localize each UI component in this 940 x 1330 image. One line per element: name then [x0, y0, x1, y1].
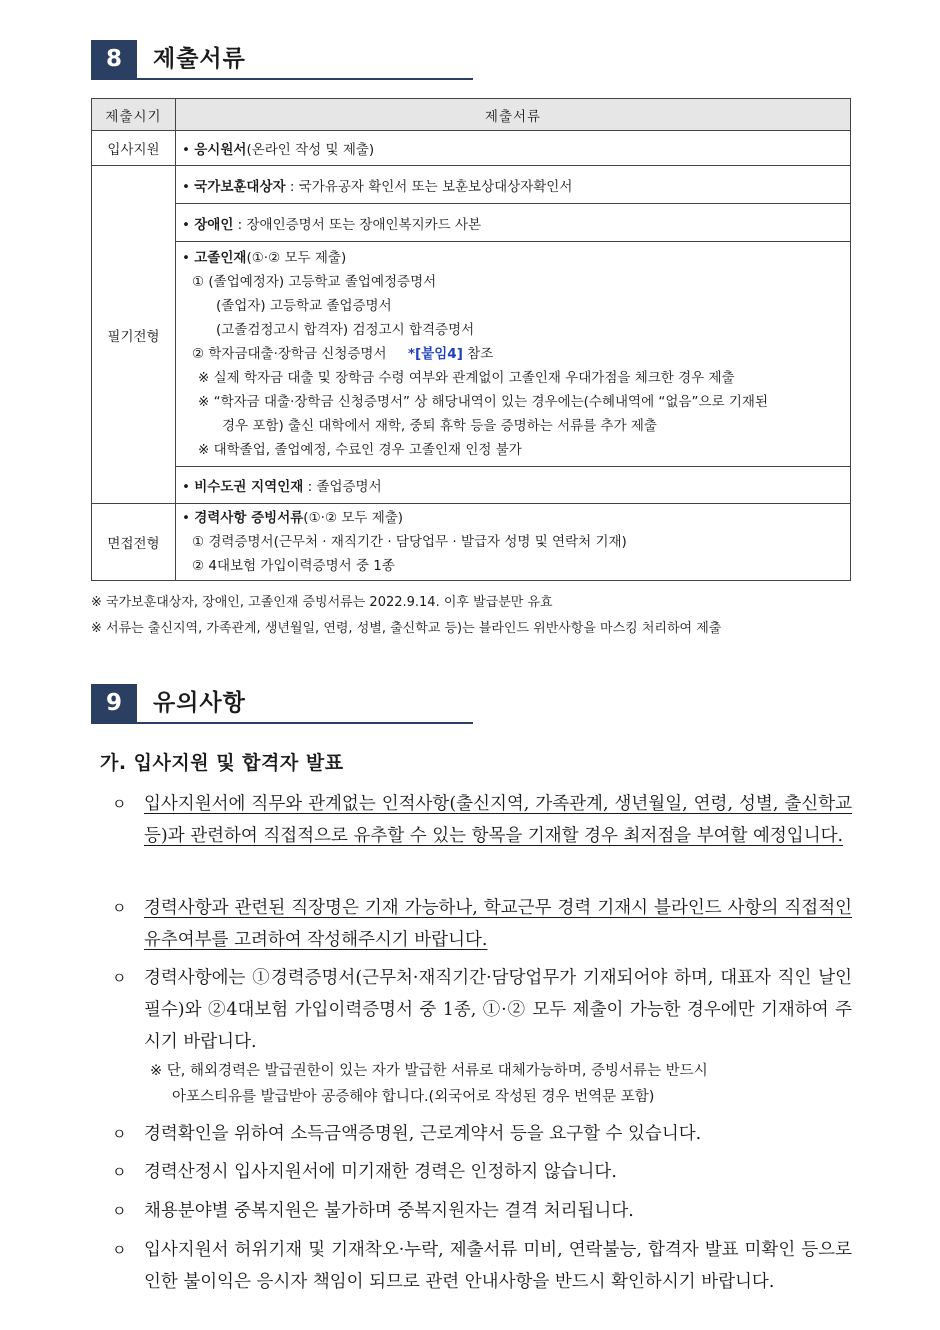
bullet: ㅇ: [112, 899, 127, 917]
doc-text: : 장애인증명서 또는 장애인복지카드 사본: [233, 216, 482, 233]
bullet: •: [182, 479, 190, 495]
item-subnote: [150, 1058, 852, 1110]
doc-line: 참조: [462, 346, 494, 362]
note-line: ※ 국가보훈대상자, 장애인, 고졸인재 증빙서류는 2022.9.14. 이후 발급분만 유효: [91, 595, 553, 610]
documents-cell: [176, 504, 851, 581]
doc-line: ① 경력증명서(근무처 · 재직기간 · 담당업무 · 발급자 성명 및 연락처 기재): [192, 534, 627, 550]
doc-text: : 국가유공자 확인서 또는 보훈보상대상자확인서: [285, 178, 573, 195]
doc-note: 경우 포함) 출신 대학에서 재학, 중퇴 휴학 등을 증명하는 서류를 추가 제출: [222, 418, 657, 434]
attachment-reference: *[붙임4]: [407, 346, 463, 362]
list-item: [112, 1195, 852, 1227]
documents-table: [91, 98, 851, 581]
doc-title: 고졸인재: [194, 250, 247, 266]
list-item: [112, 892, 852, 956]
list-item: [112, 1234, 852, 1298]
doc-title: 국가보훈대상자: [194, 178, 286, 195]
doc-title: 비수도권 지역인재: [194, 479, 304, 495]
doc-line: ② 학자금대출·장학금 신청증명서: [192, 346, 387, 362]
item-text: 입사지원서 허위기재 및 기재착오·누락, 제출서류 미비, 연락불능, 합격자 발표 미확인 등으로 인한 불이익은 응시자 책임이 되므로 관련 안내사항을 반드시 확인하시기 바랍니다.: [144, 1240, 852, 1292]
list-item: [112, 788, 852, 852]
doc-line: (졸업자) 고등학교 졸업증명서: [216, 298, 392, 314]
bullet: •: [182, 510, 190, 526]
table-row: [92, 166, 851, 204]
item-text: 경력확인을 위하여 소득금액증명원, 근로계약서 등을 요구할 수 있습니다.: [144, 1124, 702, 1144]
subheading: 가. 입사지원 및 합격자 발표: [100, 752, 344, 774]
bullet: •: [182, 216, 190, 233]
documents-cell: [176, 204, 851, 242]
table-header-row: [92, 99, 851, 131]
stage-cell: 면접전형: [92, 504, 176, 581]
section-title: 유의사항: [153, 690, 246, 716]
table-notes: [91, 590, 721, 642]
doc-note: ※ 실제 학자금 대출 및 장학금 수령 여부와 관계없이 고졸인재 우대가점을 체크한 경우 제출: [198, 370, 735, 386]
list-item: [112, 1156, 852, 1188]
doc-text: (①·② 모두 제출): [246, 250, 347, 266]
documents-cell: [176, 131, 851, 166]
header-documents: 제출서류: [176, 99, 851, 131]
section-number: 9: [91, 684, 137, 722]
section-underline: [91, 722, 473, 724]
doc-text: : 졸업증명서: [303, 479, 382, 495]
stage-cell: 필기전형: [92, 166, 176, 504]
item-text: 경력사항에는 ①경력증명서(근무처·재직기간·담당업무가 기재되어야 하며, 대표자 직인 날인 필수)와 ②4대보험 가입이력증명서 중 1종, ①·② 모두 제출이 가능한 경우에만 기재하여 주시기 바랍니다.: [144, 968, 852, 1052]
list-item: [112, 962, 852, 1110]
list-item: [112, 1118, 852, 1150]
doc-title: 경력사항 증빙서류: [194, 510, 304, 526]
doc-note: ※ 대학졸업, 졸업예정, 수료인 경우 고졸인재 인정 불가: [198, 442, 522, 458]
doc-text: (①·② 모두 제출): [303, 510, 404, 526]
table-row: [92, 504, 851, 581]
item-text: 입사지원서에 직무와 관계없는 인적사항(출신지역, 가족관계, 생년월일, 연령, 성별, 출신학교 등)과 관련하여 직접적으로 유추할 수 있는 항목을 기재할 경우 최저점을 부여할 예정입니다.: [144, 794, 852, 846]
doc-text: (온라인 작성 및 제출): [246, 142, 375, 158]
bullet: ㅇ: [112, 1202, 127, 1220]
section-number: 8: [91, 40, 137, 78]
doc-line: ② 4대보험 가입이력증명서 중 1종: [192, 558, 395, 574]
bullet: •: [182, 250, 190, 266]
item-text: 채용분야별 중복지원은 불가하며 중복지원자는 결격 처리됩니다.: [144, 1201, 634, 1221]
table-row: [92, 204, 851, 242]
doc-note: ※ “학자금 대출·장학금 신청증명서” 상 해당내역이 있는 경우에는(수혜내역에 “없음”으로 기재된: [198, 394, 768, 410]
bullet: ㅇ: [112, 969, 127, 987]
section-title: 제출서류: [153, 46, 246, 72]
documents-cell: [176, 166, 851, 204]
doc-line: ① (졸업예정자) 고등학교 졸업예정증명서: [192, 274, 437, 290]
documents-cell: [176, 467, 851, 504]
subnote-line: 아포스티유를 발급받아 공증해야 합니다.(외국어로 작성된 경우 번역문 포함): [172, 1089, 655, 1105]
item-text: 경력산정시 입사지원서에 미기재한 경력은 인정하지 않습니다.: [144, 1162, 617, 1182]
doc-title: 장애인: [194, 216, 234, 233]
section-underline: [91, 78, 473, 80]
doc-title: 응시원서: [194, 142, 247, 158]
bullet: •: [182, 142, 190, 158]
bullet: ㅇ: [112, 795, 127, 813]
doc-line: (고졸검정고시 합격자) 검정고시 합격증명서: [216, 322, 475, 338]
bullet: •: [182, 178, 190, 195]
table-row: [92, 242, 851, 467]
subnote-line: ※ 단, 해외경력은 발급권한이 있는 자가 발급한 서류로 대체가능하며, 증빙서류는 반드시: [150, 1063, 708, 1079]
table-row: [92, 131, 851, 166]
bullet: ㅇ: [112, 1125, 127, 1143]
documents-cell: [176, 242, 851, 467]
stage-cell: 입사지원: [92, 131, 176, 166]
table-row: [92, 467, 851, 504]
bullet: ㅇ: [112, 1241, 127, 1259]
item-text: 경력사항과 관련된 직장명은 기재 가능하나, 학교근무 경력 기재시 블라인드 사항의 직접적인 유추여부를 고려하여 작성해주시기 바랍니다.: [144, 898, 852, 950]
bullet: ㅇ: [112, 1163, 127, 1181]
header-stage: 제출시기: [92, 99, 176, 131]
note-line: ※ 서류는 출신지역, 가족관계, 생년월일, 연령, 성별, 출신학교 등)는 블라인드 위반사항을 마스킹 처리하여 제출: [91, 621, 722, 636]
